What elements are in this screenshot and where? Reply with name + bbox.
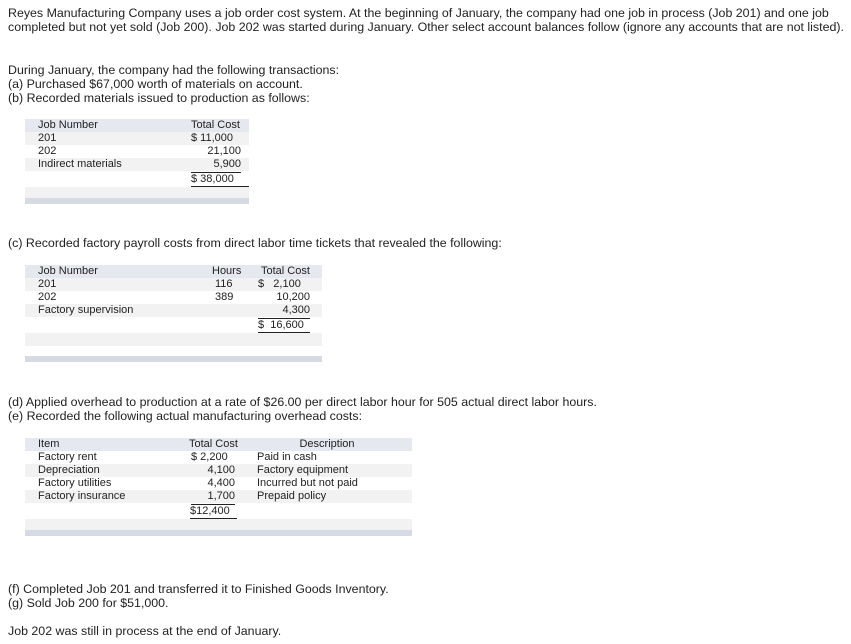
table-header-row (25, 119, 249, 132)
total-cost-cell: $ 11,000 (191, 132, 234, 144)
job-number-cell: 202 (38, 145, 57, 157)
total-cost-cell: 4,400 (207, 477, 235, 489)
header-total-cost: Total Cost (189, 438, 238, 450)
header-job-number: Job Number (38, 265, 98, 277)
header-job-number-label: Job Number (38, 119, 98, 131)
job-number-cell: Indirect materials (38, 158, 122, 170)
job-number-cell: 201 (38, 278, 57, 290)
table-row (25, 464, 412, 477)
header-description: Description (299, 438, 355, 450)
table-header-row (25, 265, 322, 278)
intro-paragraph: Reyes Manufacturing Company uses a job order cost system. At the beginning of January, the company had one job in process (Job 201) and one job completed but not yet sold (Job 200). Job 202 was started during January. Other select account balances follow (ignore any accounts that are not listed). (8, 6, 844, 34)
item-cell: Factory rent (38, 451, 97, 463)
table-row (25, 291, 322, 304)
description-cell: Incurred but not paid (257, 477, 358, 489)
description-cell: Factory equipment (257, 464, 349, 476)
description-cell: Paid in cash (257, 451, 317, 463)
table-row (25, 158, 249, 171)
job-number-cell: 202 (38, 291, 57, 303)
header-total-cost: Total Cost (261, 265, 310, 277)
table-total-row (25, 317, 322, 333)
table-row (25, 490, 412, 503)
description-cell: Prepaid policy (257, 490, 327, 502)
total-cost-total: $12,400 (190, 505, 237, 521)
total-cost-cell: $ 2,200 (191, 451, 228, 463)
item-cell: Factory insurance (38, 490, 126, 502)
transaction-a: (a) Purchased $67,000 worth of materials on account. (8, 77, 303, 91)
header-total-cost: Total Cost (191, 119, 240, 131)
transactions-intro: During January, the company had the following transactions: (8, 63, 340, 77)
hours-cell: 389 (215, 291, 234, 303)
total-cost-cell: 4,100 (207, 464, 235, 476)
total-cost-total: $ 16,600 (258, 319, 310, 335)
table-total-row (25, 503, 412, 519)
table-row (25, 451, 412, 464)
materials-table (25, 119, 249, 200)
total-cost-cell: 5,900 (191, 158, 241, 173)
table-row (25, 304, 322, 317)
item-cell: Depreciation (38, 464, 100, 476)
table-divider-bar (25, 356, 322, 362)
closing-note: Job 202 was still in process at the end of January. (8, 624, 282, 638)
table-row (25, 477, 412, 490)
total-cost-cell: $ 2,100 (258, 278, 301, 290)
table-total-row (25, 171, 249, 187)
header-hours: Hours (212, 265, 242, 277)
total-cost-cell: 4,300 (258, 304, 310, 319)
transaction-e: (e) Recorded the following actual manufacturing overhead costs: (8, 409, 363, 423)
table-row (25, 132, 249, 145)
table-header-row (25, 438, 412, 451)
labor-table (25, 265, 322, 346)
transaction-f: (f) Completed Job 201 and transferred it to Finished Goods Inventory. (8, 582, 389, 596)
table-row (25, 333, 322, 346)
item-cell: Factory utilities (38, 477, 112, 489)
job-number-cell: 201 (38, 132, 57, 144)
overhead-table (25, 438, 412, 532)
transaction-c: (c) Recorded factory payroll costs from direct labor time tickets that revealed the following: (8, 236, 502, 250)
table-divider-bar (25, 530, 412, 536)
table-row (25, 145, 249, 158)
table-divider-bar (25, 198, 249, 204)
total-cost-total: $ 38,000 (191, 173, 249, 189)
header-item: Item (38, 438, 60, 450)
transaction-g: (g) Sold Job 200 for $51,000. (8, 596, 169, 610)
transaction-b: (b) Recorded materials issued to production as follows: (8, 91, 310, 105)
total-cost-cell: 1,700 (191, 490, 235, 505)
total-cost-cell: 21,100 (207, 145, 241, 157)
job-number-cell: Factory supervision (38, 304, 134, 316)
hours-cell: 116 (215, 278, 233, 290)
transaction-d: (d) Applied overhead to production at a rate of $26.00 per direct labor hour for 505 actual direct labor hours. (8, 395, 597, 409)
table-row (25, 278, 322, 291)
total-cost-cell: 10,200 (276, 291, 310, 303)
